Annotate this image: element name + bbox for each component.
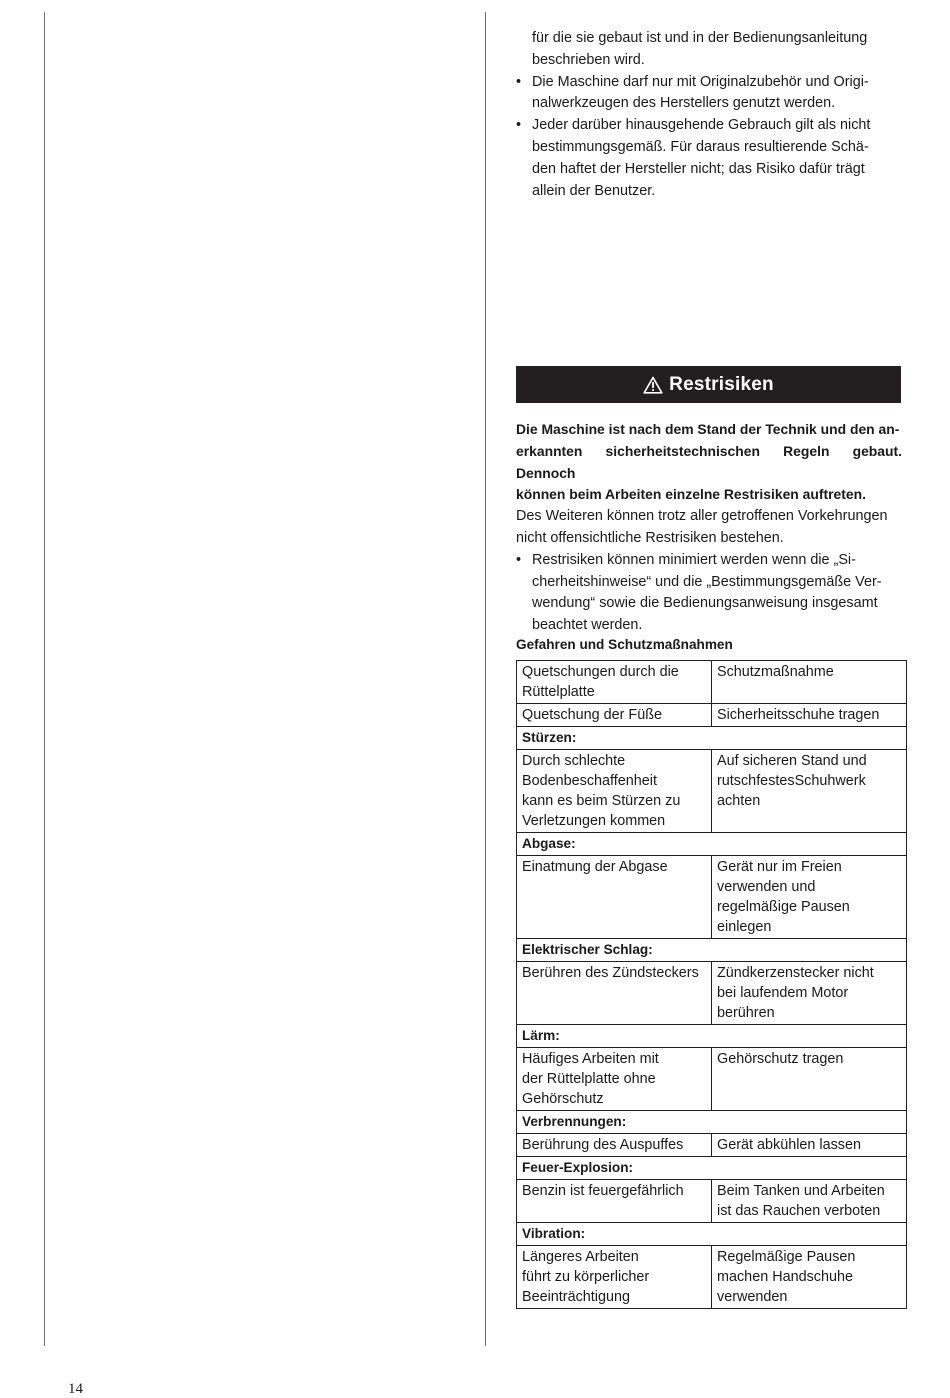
cell-line: Benzin ist feuergefährlich (522, 1183, 684, 1199)
table-category-row (517, 939, 907, 962)
left-margin-rule (44, 12, 45, 1346)
hazards-table-body (517, 661, 907, 1309)
cell-line: machen Handschuhe (717, 1269, 854, 1285)
cell-line: Häufiges Arbeiten mit (522, 1051, 659, 1067)
cell-line: Berührung des Auspuffes (522, 1137, 684, 1153)
measure-cell (712, 1048, 907, 1111)
table-category-row (517, 1157, 907, 1180)
category-label: Stürzen: (517, 727, 907, 750)
cell-line: Gerät abkühlen lassen (717, 1137, 861, 1153)
restrisiken-section (516, 419, 902, 637)
category-label: Feuer-Explosion: (517, 1157, 907, 1180)
column-divider-rule (485, 12, 486, 1346)
measure-cell (712, 704, 907, 727)
table-row (517, 1180, 907, 1223)
intro-bullet-accessories (516, 72, 902, 116)
measure-cell (712, 856, 907, 939)
warning-triangle-icon (643, 376, 663, 394)
hazards-table (516, 660, 907, 1309)
restrisiken-bold-paragraph (516, 419, 902, 506)
table-row (517, 1246, 907, 1309)
cell-line: Sicherheitsschuhe tragen (717, 707, 880, 723)
cell-line: führt zu körperlicher (522, 1269, 650, 1285)
text-line: nicht offensichtliche Restrisiken bestehen. (516, 529, 784, 546)
cell-line: Gerät nur im Freien (717, 859, 842, 875)
text-line: für die sie gebaut ist und in der Bedienungsanleitung (532, 30, 868, 46)
table-category-row (517, 1111, 907, 1134)
cell-line: Beeinträchtigung (522, 1289, 631, 1305)
table-category-row (517, 833, 907, 856)
cell-line: einlegen (717, 919, 772, 935)
table-row (517, 750, 907, 833)
hazard-cell (517, 1134, 712, 1157)
page-number: 14 (68, 1381, 83, 1397)
cell-line: Gehörschutz (522, 1091, 604, 1107)
cell-line: der Rüttelplatte ohne (522, 1071, 656, 1087)
table-row (517, 661, 907, 704)
text-line: Die Maschine darf nur mit Originalzubehör und Origi- (532, 73, 869, 90)
cell-line: Auf sicheren Stand und (717, 753, 867, 769)
text-line: bestimmungsgemäß. Für daraus resultierende Schä- (532, 138, 869, 155)
cell-line: Schutzmaßnahme (717, 664, 834, 680)
cell-line: Beim Tanken und Arbeiten (717, 1183, 885, 1199)
cell-line: bei laufendem Motor (717, 985, 849, 1001)
cell-line: regelmäßige Pausen (717, 899, 850, 915)
cell-line: Verletzungen kommen (522, 813, 666, 829)
hazard-cell (517, 1048, 712, 1111)
hazard-cell (517, 962, 712, 1025)
cell-line: Berühren des Zündsteckers (522, 965, 699, 981)
cell-line: Längeres Arbeiten (522, 1249, 639, 1265)
text-line: erkannten sicherheitstechnischen Regeln gebaut. Dennoch (516, 442, 902, 481)
measure-cell (712, 1246, 907, 1309)
category-label: Vibration: (517, 1223, 907, 1246)
cell-line: Zündkerzenstecker nicht (717, 965, 874, 981)
cell-line: Rüttelplatte (522, 684, 595, 700)
cell-line: rutschfestesSchuhwerk (717, 773, 866, 789)
text-line: beschrieben wird. (532, 51, 645, 68)
category-label: Elektrischer Schlag: (517, 939, 907, 962)
text-line: Jeder darüber hinausgehende Gebrauch gilt als nicht (532, 117, 871, 134)
category-label: Verbrennungen: (517, 1111, 907, 1134)
cell-line: achten (717, 793, 761, 809)
cell-line: Gehörschutz tragen (717, 1051, 844, 1067)
text-line: nalwerkzeugen des Herstellers genutzt werden. (532, 95, 836, 112)
table-row (517, 1134, 907, 1157)
restrisiken-heading-banner (516, 366, 901, 403)
table-category-row (517, 727, 907, 750)
cell-line: Quetschung der Füße (522, 707, 662, 723)
cell-line: Quetschungen durch die (522, 664, 679, 680)
restrisiken-heading: Restrisiken (669, 373, 774, 395)
text-line: den haftet der Hersteller nicht; das Risiko dafür trägt (532, 160, 865, 177)
hazards-table-title: Gefahren und Schutzmaßnahmen (516, 637, 733, 652)
table-row (517, 856, 907, 939)
text-line: Des Weiteren können trotz aller getroffenen Vorkehrungen (516, 508, 888, 525)
cell-line: kann es beim Stürzen zu (522, 793, 681, 809)
intro-section (516, 28, 902, 202)
bullet-glyph: • (516, 73, 522, 90)
cell-line: Durch schlechte (522, 753, 626, 769)
cell-line: Einatmung der Abgase (522, 859, 668, 875)
hazard-cell (517, 704, 712, 727)
intro-bullet-misuse (516, 115, 902, 202)
table-category-row (517, 1025, 907, 1048)
hazard-cell (517, 1180, 712, 1223)
bullet-glyph: • (516, 551, 522, 568)
table-row (517, 962, 907, 1025)
cell-line: verwenden und (717, 879, 816, 895)
restrisiken-bullet (516, 550, 902, 637)
hazard-cell (517, 1246, 712, 1309)
hazard-cell (517, 856, 712, 939)
cell-line: Regelmäßige Pausen (717, 1249, 856, 1265)
category-label: Abgase: (517, 833, 907, 856)
cell-line: berühren (717, 1005, 775, 1021)
text-line: beachtet werden. (532, 617, 643, 634)
measure-cell (712, 1134, 907, 1157)
cell-line: ist das Rauchen verboten (717, 1203, 881, 1219)
text-line: wendung“ sowie die Bedienungsanweisung insgesamt (532, 595, 878, 612)
cell-line: Bodenbeschaffenheit (522, 773, 657, 789)
table-category-row (517, 1223, 907, 1246)
measure-cell (712, 1180, 907, 1223)
intro-continuation (516, 28, 902, 72)
restrisiken-paragraph (516, 506, 902, 550)
measure-cell (712, 661, 907, 704)
text-line: allein der Benutzer. (532, 182, 656, 199)
text-line: Die Maschine ist nach dem Stand der Technik und den an- (516, 421, 900, 437)
cell-line: verwenden (717, 1289, 788, 1305)
text-line: cherheitshinweise“ und die „Bestimmungsgemäße Ver- (532, 573, 882, 590)
text-line: Restrisiken können minimiert werden wenn die „Si- (532, 551, 856, 568)
bullet-glyph: • (516, 117, 522, 134)
text-line: können beim Arbeiten einzelne Restrisiken auftreten. (516, 486, 866, 503)
hazard-cell (517, 750, 712, 833)
table-row (517, 1048, 907, 1111)
measure-cell (712, 750, 907, 833)
hazard-cell (517, 661, 712, 704)
category-label: Lärm: (517, 1025, 907, 1048)
measure-cell (712, 962, 907, 1025)
table-row (517, 704, 907, 727)
